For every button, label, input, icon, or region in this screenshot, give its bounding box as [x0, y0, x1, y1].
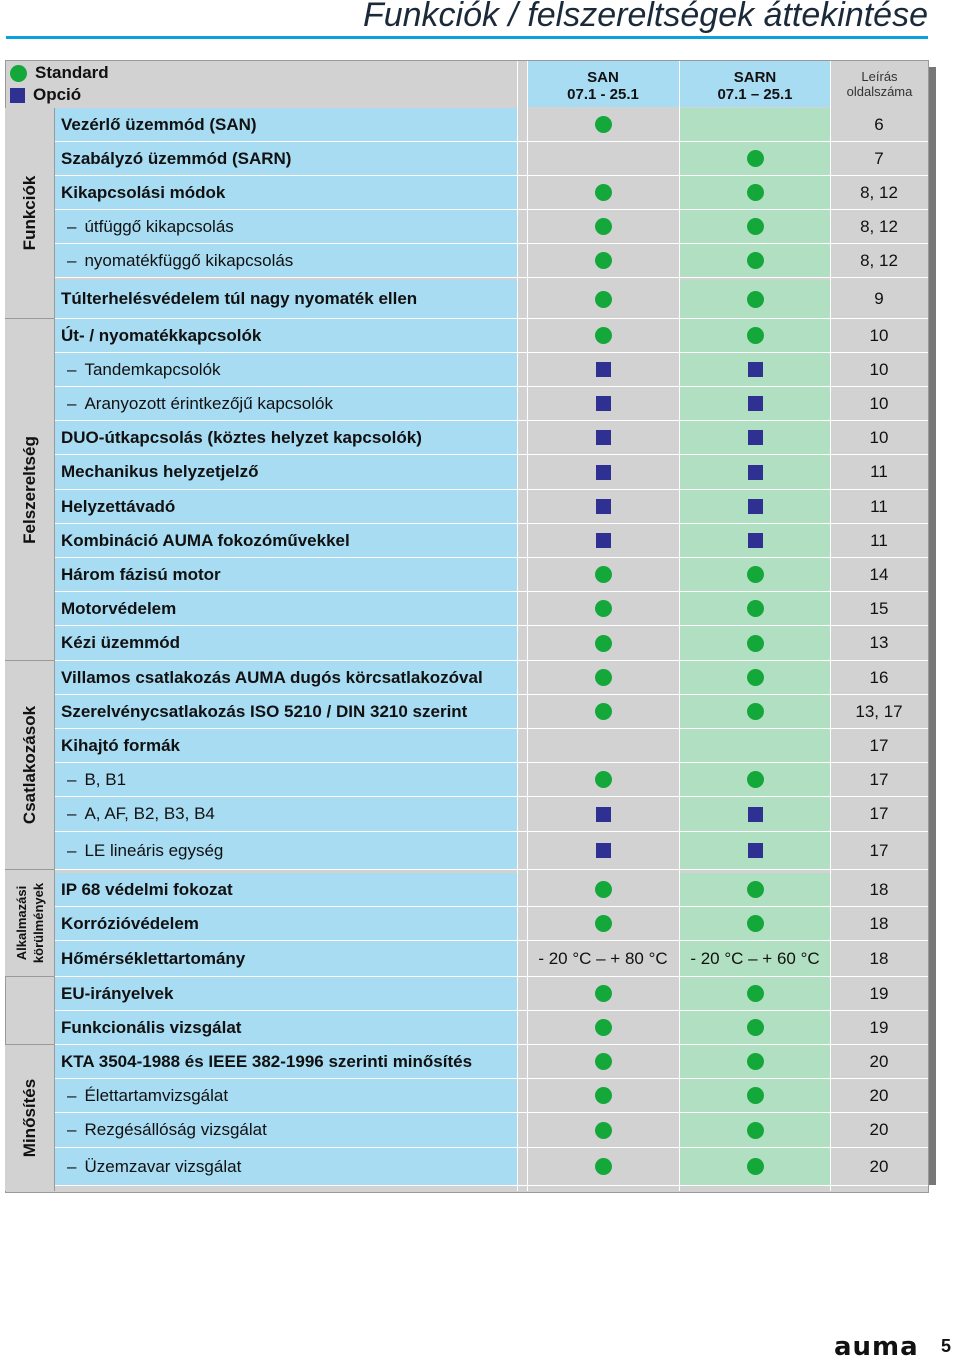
san-cell — [527, 455, 679, 489]
sarn-cell — [680, 244, 830, 277]
feature-label-text: Korrózióvédelem — [61, 913, 199, 933]
sarn-cell — [680, 1148, 830, 1185]
sarn-cell — [680, 661, 830, 694]
standard-dot-icon — [595, 252, 612, 269]
sub-item-dash: – — [67, 840, 77, 860]
table-row — [0, 661, 960, 694]
sarn-cell — [680, 1011, 830, 1044]
sarn-cell — [680, 319, 830, 352]
page-reference: 17 — [831, 797, 927, 831]
section-label: Csatlakozások — [19, 705, 39, 825]
sarn-cell — [680, 142, 830, 175]
standard-dot-icon — [595, 881, 612, 898]
feature-label — [55, 387, 517, 420]
standard-dot-icon — [747, 566, 764, 583]
feature-label — [55, 1113, 517, 1147]
feature-label-text: Hőmérséklettartomány — [61, 948, 246, 968]
feature-label — [55, 977, 517, 1010]
standard-dot-icon — [595, 1158, 612, 1175]
standard-dot-icon — [595, 327, 612, 344]
feature-label-text: KTA 3504-1988 és IEEE 382-1996 szerinti minősítés — [61, 1051, 473, 1071]
feature-label — [55, 661, 517, 694]
san-cell — [527, 1045, 679, 1078]
feature-label — [55, 1045, 517, 1078]
sarn-cell — [680, 387, 830, 420]
feature-label-text: IP 68 védelmi fokozat — [61, 879, 233, 899]
page-reference: 18 — [831, 941, 927, 976]
sub-item-dash: – — [67, 1156, 77, 1176]
feature-label — [55, 797, 517, 831]
row-divider — [55, 869, 928, 870]
feature-label-text: Három fázisú motor — [61, 564, 221, 584]
san-cell — [527, 797, 679, 831]
page-reference: 20 — [831, 1148, 927, 1185]
table-row — [0, 1079, 960, 1112]
page-number: 5 — [941, 1336, 952, 1356]
feature-label-text: Vezérlő üzemmód (SAN) — [61, 114, 257, 134]
column-divider — [679, 61, 680, 1191]
table-row — [0, 797, 960, 831]
feature-label — [55, 319, 517, 352]
feature-label-text: Szerelvénycsatlakozás ISO 5210 / DIN 3210 szerint — [61, 701, 468, 721]
feature-label-text: A, AF, B2, B3, B4 — [84, 804, 215, 823]
san-cell — [527, 1079, 679, 1112]
table-row — [0, 977, 960, 1010]
standard-dot-icon — [595, 669, 612, 686]
table-row — [0, 142, 960, 175]
sub-item-dash: – — [67, 769, 77, 789]
feature-label-text: Tandemkapcsolók — [84, 359, 221, 379]
option-square-icon — [596, 465, 611, 480]
san-name: SAN — [587, 69, 619, 86]
feature-label — [55, 558, 517, 591]
sarn-cell — [680, 1045, 830, 1078]
sarn-name: SARN — [733, 69, 777, 86]
feature-label — [55, 941, 517, 976]
option-square-icon — [748, 533, 763, 548]
table-row — [0, 319, 960, 352]
standard-dot-icon — [595, 1122, 612, 1139]
feature-label-text: Túlterhelésvédelem túl nagy nyomaték ellen — [61, 289, 418, 308]
sarn-cell — [680, 280, 830, 318]
feature-label — [55, 353, 517, 386]
section-label: Felszereltség — [19, 435, 39, 544]
section-divider — [5, 976, 55, 977]
san-cell — [527, 873, 679, 906]
standard-dot-icon — [595, 985, 612, 1002]
feature-label-text: Kihajtó formák — [61, 735, 181, 755]
feature-label-text: Motorvédelem — [61, 598, 177, 618]
standard-dot-icon — [747, 327, 764, 344]
sub-item-dash: – — [67, 393, 77, 413]
section-label: Funkciók — [19, 175, 39, 251]
sarn-cell — [680, 1079, 830, 1112]
option-square-icon — [748, 843, 763, 858]
sarn-cell — [680, 210, 830, 243]
legend-standard-label: Standard — [35, 63, 109, 82]
san-cell — [527, 832, 679, 869]
feature-label-text: Kombináció AUMA fokozóművekkel — [61, 530, 350, 550]
feature-label — [55, 1079, 517, 1112]
feature-label — [55, 763, 517, 796]
sarn-cell — [680, 873, 830, 906]
feature-label — [55, 1148, 517, 1185]
feature-label — [55, 873, 517, 906]
page-reference: 10 — [831, 319, 927, 352]
feature-label — [55, 455, 517, 489]
standard-dot-icon — [10, 65, 27, 82]
table-row — [0, 524, 960, 557]
page-reference: 10 — [831, 387, 927, 420]
page-reference: 13 — [831, 626, 927, 660]
legend-standard — [10, 62, 109, 84]
feature-label-text: B, B1 — [84, 769, 127, 789]
feature-label — [55, 592, 517, 625]
standard-dot-icon — [747, 291, 764, 308]
option-square-icon — [748, 430, 763, 445]
table-row — [0, 490, 960, 523]
standard-dot-icon — [595, 1019, 612, 1036]
column-divider — [517, 61, 518, 1191]
table-row — [0, 353, 960, 386]
page-reference: 20 — [831, 1045, 927, 1078]
page-reference: 11 — [831, 455, 927, 489]
feature-label — [55, 626, 517, 660]
page-reference: 18 — [831, 907, 927, 940]
standard-dot-icon — [747, 1158, 764, 1175]
standard-dot-icon — [747, 703, 764, 720]
page-reference: 7 — [831, 142, 927, 175]
san-cell — [527, 108, 679, 141]
standard-dot-icon — [747, 1087, 764, 1104]
standard-dot-icon — [747, 218, 764, 235]
option-square-icon — [748, 499, 763, 514]
page-reference: 8, 12 — [831, 176, 927, 209]
page-reference: 11 — [831, 524, 927, 557]
sarn-cell — [680, 832, 830, 869]
page-reference: 13, 17 — [831, 695, 927, 728]
table-row — [0, 941, 960, 976]
feature-label-text: nyomatékfüggő kikapcsolás — [84, 250, 294, 270]
standard-dot-icon — [747, 1122, 764, 1139]
standard-dot-icon — [747, 881, 764, 898]
page-reference: 17 — [831, 763, 927, 796]
san-cell — [527, 490, 679, 523]
feature-label — [55, 176, 517, 209]
standard-dot-icon — [747, 252, 764, 269]
feature-label — [55, 490, 517, 523]
standard-dot-icon — [747, 184, 764, 201]
sarn-cell — [680, 108, 830, 141]
section-column-divider — [54, 108, 55, 1191]
table-row — [0, 455, 960, 489]
page-reference: 8, 12 — [831, 210, 927, 243]
column-header-san — [527, 61, 679, 107]
sarn-cell — [680, 1113, 830, 1147]
option-square-icon — [748, 396, 763, 411]
san-cell — [527, 695, 679, 728]
table-row — [0, 763, 960, 796]
page-reference: 14 — [831, 558, 927, 591]
standard-dot-icon — [747, 1053, 764, 1070]
feature-label-text: Mechanikus helyzetjelző — [61, 462, 259, 481]
feature-label — [55, 421, 517, 454]
legend-option — [10, 84, 109, 106]
feature-label — [55, 280, 517, 318]
standard-dot-icon — [595, 116, 612, 133]
san-cell — [527, 210, 679, 243]
standard-dot-icon — [595, 771, 612, 788]
standard-dot-icon — [747, 600, 764, 617]
sub-item-dash: – — [67, 250, 77, 270]
sarn-cell — [680, 592, 830, 625]
option-square-icon — [596, 533, 611, 548]
standard-dot-icon — [595, 600, 612, 617]
san-cell — [527, 1148, 679, 1185]
feature-label — [55, 244, 517, 277]
column-divider — [830, 61, 831, 1191]
table-row — [0, 421, 960, 454]
sarn-cell — [680, 941, 830, 976]
page-reference: 20 — [831, 1079, 927, 1112]
san-cell — [527, 763, 679, 796]
san-cell — [527, 977, 679, 1010]
feature-label-text: Élettartamvizsgálat — [84, 1085, 229, 1105]
page-title: Funkciók / felszereltségek áttekintése — [362, 0, 928, 34]
table-row — [0, 176, 960, 209]
page-reference: 16 — [831, 661, 927, 694]
sub-item-dash: – — [67, 1120, 77, 1139]
column-header-sarn — [680, 61, 830, 107]
table-row — [0, 626, 960, 660]
feature-label — [55, 729, 517, 762]
section-label-line2: körülmények — [30, 882, 46, 964]
san-cell — [527, 1113, 679, 1147]
sarn-cell — [680, 490, 830, 523]
feature-label-text: Kézi üzemmód — [61, 633, 181, 652]
feature-label-text: Helyzettávadó — [61, 496, 176, 516]
sub-item-dash: – — [67, 216, 77, 236]
option-square-icon — [596, 430, 611, 445]
standard-dot-icon — [747, 150, 764, 167]
standard-dot-icon — [595, 291, 612, 308]
standard-dot-icon — [595, 184, 612, 201]
table-row — [0, 832, 960, 869]
page-reference: 9 — [831, 280, 927, 318]
feature-label-text: Funkcionális vizsgálat — [61, 1017, 242, 1037]
standard-dot-icon — [595, 566, 612, 583]
section-label: Minősítés — [19, 1078, 39, 1158]
san-cell — [527, 907, 679, 940]
standard-dot-icon — [595, 703, 612, 720]
san-cell — [527, 729, 679, 762]
standard-dot-icon — [747, 669, 764, 686]
standard-dot-icon — [747, 985, 764, 1002]
feature-label — [55, 1011, 517, 1044]
standard-dot-icon — [595, 218, 612, 235]
standard-dot-icon — [747, 635, 764, 652]
section-label-line1: Alkalmazási — [13, 885, 29, 961]
page-reference: 11 — [831, 490, 927, 523]
row-divider — [55, 277, 928, 278]
san-cell — [527, 387, 679, 420]
option-square-icon — [10, 88, 25, 103]
option-square-icon — [596, 843, 611, 858]
standard-dot-icon — [595, 635, 612, 652]
feature-label — [55, 832, 517, 869]
sarn-cell — [680, 455, 830, 489]
option-square-icon — [596, 807, 611, 822]
feature-label-text: LE lineáris egység — [84, 840, 224, 860]
san-cell — [527, 592, 679, 625]
feature-label-text: Rezgésállóság vizsgálat — [84, 1120, 267, 1139]
desc-line2: oldalszáma — [846, 84, 913, 99]
legend-option-label: Opció — [33, 85, 82, 104]
feature-label-text: Aranyozott érintkezőjű kapcsolók — [84, 393, 333, 413]
san-cell — [527, 421, 679, 454]
sarn-cell — [680, 763, 830, 796]
page-reference: 15 — [831, 592, 927, 625]
feature-label-text: Üzemzavar vizsgálat — [84, 1156, 242, 1176]
desc-line1: Leírás — [861, 69, 898, 84]
standard-dot-icon — [747, 1019, 764, 1036]
table-row — [0, 558, 960, 591]
san-cell — [527, 524, 679, 557]
san-cell — [527, 626, 679, 660]
legend — [10, 62, 109, 106]
sarn-cell — [680, 558, 830, 591]
option-square-icon — [748, 362, 763, 377]
san-cell — [527, 353, 679, 386]
standard-dot-icon — [595, 915, 612, 932]
sarn-cell — [680, 626, 830, 660]
feature-label-text: DUO-útkapcsolás (köztes helyzet kapcsolók) — [61, 427, 422, 447]
page-reference: 10 — [831, 353, 927, 386]
temperature-range: - 20 °C – + 60 °C — [690, 948, 820, 968]
option-square-icon — [596, 499, 611, 514]
sub-item-dash: – — [67, 359, 77, 379]
sarn-cell — [680, 695, 830, 728]
table-row — [0, 210, 960, 243]
san-cell — [527, 941, 679, 976]
feature-label — [55, 108, 517, 141]
sarn-cell — [680, 729, 830, 762]
feature-label-text: Villamos csatlakozás AUMA dugós körcsatlakozóval — [61, 667, 483, 687]
table-row — [0, 1045, 960, 1078]
standard-dot-icon — [747, 915, 764, 932]
row-divider — [55, 1185, 928, 1186]
sarn-range: 07.1 – 25.1 — [717, 86, 793, 103]
table-row — [0, 387, 960, 420]
table-row — [0, 695, 960, 728]
feature-label-text: Szabályzó üzemmód (SARN) — [61, 148, 292, 168]
feature-label — [55, 695, 517, 728]
section-divider — [5, 869, 55, 870]
table-row — [0, 280, 960, 318]
sarn-cell — [680, 421, 830, 454]
option-square-icon — [596, 396, 611, 411]
feature-label-text: Kikapcsolási módok — [61, 182, 226, 202]
table-row — [0, 592, 960, 625]
san-cell — [527, 319, 679, 352]
table-row — [0, 1148, 960, 1185]
page-reference: 6 — [831, 108, 927, 141]
san-range: 07.1 - 25.1 — [567, 86, 639, 103]
feature-label-text: útfüggő kikapcsolás — [84, 216, 234, 236]
sarn-cell — [680, 797, 830, 831]
san-cell — [527, 280, 679, 318]
page-reference: 19 — [831, 977, 927, 1010]
auma-logo: auma — [834, 1332, 919, 1362]
san-cell — [527, 142, 679, 175]
page-reference: 10 — [831, 421, 927, 454]
table-row — [0, 1011, 960, 1044]
standard-dot-icon — [595, 1053, 612, 1070]
feature-label-text: Út- / nyomatékkapcsolók — [61, 325, 262, 345]
feature-label — [55, 907, 517, 940]
table-row — [0, 108, 960, 141]
page-reference: 17 — [831, 832, 927, 869]
standard-dot-icon — [747, 771, 764, 788]
option-square-icon — [748, 465, 763, 480]
standard-dot-icon — [595, 1087, 612, 1104]
feature-label — [55, 142, 517, 175]
title-rule — [6, 36, 928, 39]
san-cell — [527, 176, 679, 209]
page-reference: 19 — [831, 1011, 927, 1044]
option-square-icon — [748, 807, 763, 822]
page-reference: 8, 12 — [831, 244, 927, 277]
feature-label — [55, 210, 517, 243]
table-row — [0, 907, 960, 940]
table-row — [0, 729, 960, 762]
san-cell — [527, 661, 679, 694]
table-row — [0, 1113, 960, 1147]
table-row — [0, 873, 960, 906]
table-row — [0, 244, 960, 277]
san-cell — [527, 558, 679, 591]
option-square-icon — [596, 362, 611, 377]
section-divider — [5, 1044, 55, 1045]
sub-item-dash: – — [67, 804, 77, 823]
page-reference: 17 — [831, 729, 927, 762]
column-divider — [527, 61, 528, 1191]
san-cell — [527, 1011, 679, 1044]
san-cell — [527, 244, 679, 277]
feature-label-text: EU-irányelvek — [61, 983, 174, 1003]
section-divider — [5, 318, 55, 319]
column-header-description-page — [831, 61, 928, 107]
page-reference: 20 — [831, 1113, 927, 1147]
section-divider — [5, 660, 55, 661]
sarn-cell — [680, 353, 830, 386]
temperature-range: - 20 °C – + 80 °C — [538, 948, 668, 968]
sarn-cell — [680, 907, 830, 940]
sarn-cell — [680, 176, 830, 209]
sub-item-dash: – — [67, 1085, 77, 1105]
feature-label — [55, 524, 517, 557]
page-reference: 18 — [831, 873, 927, 906]
sarn-cell — [680, 977, 830, 1010]
sarn-cell — [680, 524, 830, 557]
